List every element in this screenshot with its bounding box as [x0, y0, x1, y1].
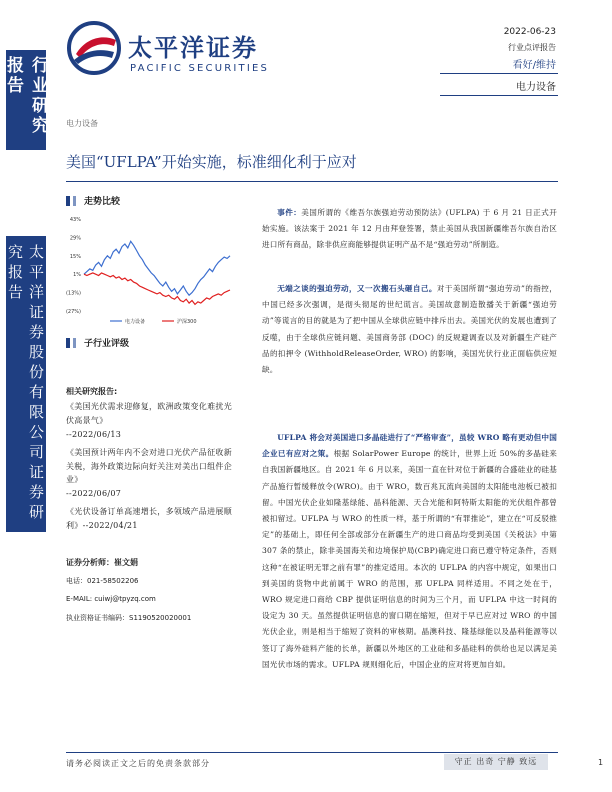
trend-chart: [62, 215, 238, 327]
paragraph-lead: UFLPA 将会对美国进口多晶硅进行了“严格审查”，虽较 WRO 略有更动但中国企业已有应对之策。: [262, 433, 557, 459]
report-type: 行业点评报告: [508, 43, 556, 52]
report-date: 2022-06-23: [503, 27, 556, 37]
legend-label: 电力设备: [125, 319, 146, 325]
heading-marker-icon: [73, 338, 76, 348]
rating-label: 看好/维持: [512, 60, 556, 71]
heading-marker-icon: [73, 196, 76, 206]
paragraph-text: 根据 SolarPower Europe 的统计，世界上近 50%的多晶硅来自我国新疆地区。自 2021 年 6 月以来，美国一直在针对位于新疆的合盛硅业的硅基产品施行暂缓释放令(WRO)。由于 WRO，数百兆瓦流向美国的太阳能电池板已被扣留。中国光伏企业如隆基绿能、晶科能源、天合光能和阿特斯太阳能的光伏组件都曾被扣留过。UFLPA 与 WRO 的性质一样，基于所谓的“有罪推论”，建立在“可反驳推定”的基础上，即任何全部或部分在新疆生产的进口商品均受到美国《关税法》中第 307 条的禁止，除非美国海关和边境保护局(CBP)确定进口商已遵守特定条件，否则这种“在被证明无罪之前有罪”的推定适用。本次的 UFLPA 的内容中规定，如果出口到美国的货物中此前属于 WRO 的范围，那 UFLPA 同样适用。不同之处在于，WRO 规定进口商给 CBP 提供证明信息的时间为三个月，而 UFLPA 中这一时间的设定为 30 天。虽然提供证明信息的窗口期在缩短，但对于早已应对过 WRO 的中国光伏企业，则是相当于缩短了资料的审核期。晶澳科技、隆基绿能以及晶科能源等以签订了海外硅料产能的长单，新疆以外地区的工业硅和多晶硅料的供给也足以满足美国光伏市场的需求。UFLPA 规则细化后，中国企业的应对将更加自如。: [262, 449, 557, 669]
report-category-band: [3, 50, 48, 150]
y-tick-label: 43%: [69, 217, 81, 223]
logo-chinese-name: 太平洋证券: [128, 34, 258, 62]
trend-heading-text: 走势比较: [84, 197, 121, 207]
y-tick-label: 29%: [69, 235, 81, 242]
body-paragraph-forced-labor: [262, 281, 557, 378]
paragraph-lead: 无端之谈的强迫劳动，又一次搬石头砸自己。: [277, 284, 437, 293]
sector-label: 电力设备: [516, 82, 556, 93]
body-paragraph-event: [262, 205, 557, 254]
header-divider: [440, 73, 558, 74]
paragraph-lead: 事件：: [277, 208, 302, 217]
page-title: 美国“UFLPA”开始实施，标准细化利于应对: [66, 153, 357, 171]
related-report-date: --2022/06/07: [66, 489, 122, 498]
heading-marker-icon: [66, 338, 70, 348]
series-line-2: [84, 273, 230, 305]
related-report-link[interactable]: 《美国光伏需求迎修复，欧洲政策变化难扰光伏高景气》: [66, 402, 232, 425]
related-reports-title: 相关研究报告:: [66, 387, 118, 396]
sector-breadcrumb: 电力设备: [66, 119, 98, 128]
footer-divider: [66, 752, 558, 753]
related-report-link[interactable]: 《光伏设备订单高速增长，多领域产品进展顺利》--2022/04/21: [66, 507, 232, 530]
series-line-1: [84, 241, 230, 295]
title-divider: [66, 181, 558, 182]
body-paragraph-uflpa: [262, 430, 557, 673]
report-category-text: 行业研究报告: [3, 56, 48, 136]
legend-label: 沪深300: [177, 319, 197, 325]
subsector-heading-text: 子行业评级: [84, 339, 130, 349]
y-tick-label: 15%: [69, 253, 81, 260]
page-number: 1: [598, 758, 604, 767]
y-tick-label: 1%: [73, 272, 81, 279]
company-name-band: [6, 236, 46, 532]
footer-disclaimer: 请务必阅读正文之后的免责条款部分: [66, 759, 210, 768]
paragraph-text: 美国所谓的《维吾尔族强迫劳动预防法》(UFLPA) 于 6 月 21 日正式开始实施。该法案于 2021 年 12 月由拜登签署，禁止美国从我国新疆维吾尔族自治区进口所有商品，除非供应商能够提供证明产品不是“强迫劳动”所制造。: [262, 208, 557, 250]
related-report-date: --2022/06/13: [66, 430, 122, 439]
analyst-phone: 电话：021-58502206: [66, 577, 139, 585]
analyst-name: 证券分析师：崔文娟: [66, 558, 138, 567]
logo-english-name: PACIFIC SECURITIES: [130, 63, 270, 74]
y-tick-label: (13%): [65, 290, 81, 297]
heading-marker-icon: [66, 196, 70, 206]
trend-section-heading: [66, 194, 120, 207]
subsector-section-heading: [66, 336, 129, 349]
footer-motto: 守正 出奇 宁静 致远: [444, 754, 548, 770]
paragraph-text: 对于美国所谓“强迫劳动”的指控，中国已经多次强调，是彻头彻尾的世纪谎言。美国故意制造散播关于新疆“强迫劳动”等谎言的目的就是为了把中国从全球供应链中排斥出去。美国光伏的发展也遭到了反噬，由于全球供应链问题、美国商务部 (DOC) 的反规避调查以及对新疆生产硅产品的扣押令 (WithholdReleaseOrder, WRO) 的影响，美国光伏行业正面临供应短缺。: [262, 284, 558, 375]
y-tick-label: (27%): [65, 309, 81, 315]
related-report-link[interactable]: 《美国预计两年内不会对进口光伏产品征收新关税，海外政策边际向好关注对美出口组件企业》: [66, 448, 232, 484]
analyst-certificate: 执业资格证书编码：S1190520020001: [66, 614, 192, 622]
analyst-email[interactable]: E-MAIL: cuiwj@tpyzq.com: [66, 595, 156, 603]
header-divider: [440, 95, 558, 96]
pacific-securities-logo-icon: [66, 20, 122, 76]
company-name-text: 太平洋证券股份有限公司证券研究报告: [6, 244, 45, 524]
